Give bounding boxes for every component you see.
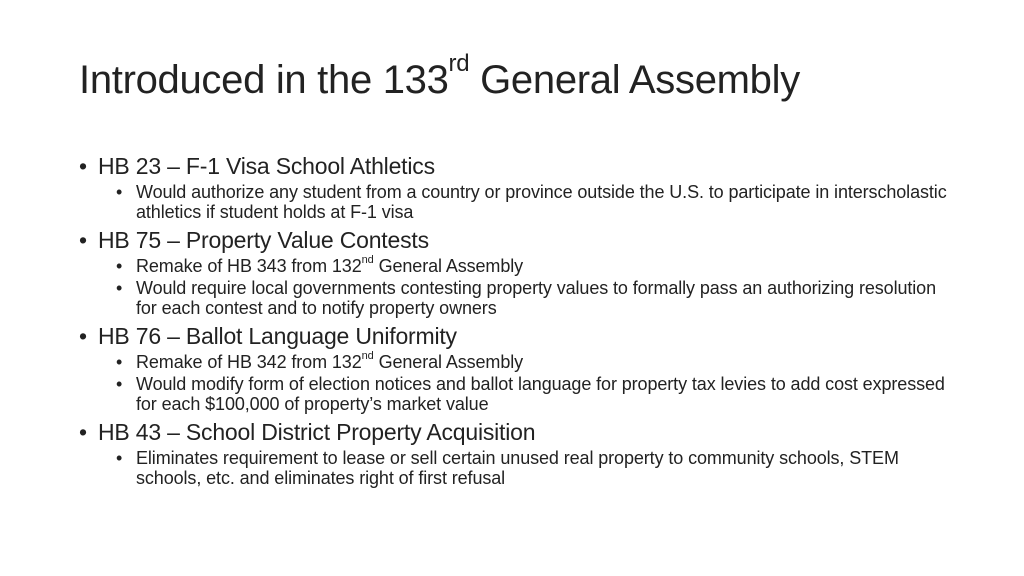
sub-bullet-item [79, 278, 949, 318]
sub-bullet-text: Eliminates requirement to lease or sell certain unused real property to community schools, STEM schools, etc. and eliminates right of first refusal [136, 448, 899, 488]
sub-bullet-item [79, 374, 949, 414]
sub-bullet-text-pre: Remake of HB 342 from 132 [136, 352, 362, 372]
bullet-item-hb43 [79, 418, 949, 446]
sub-bullet-text: Would require local governments contesting property values to formally pass an authorizing resolution for each contest and to notify property owners [136, 278, 936, 318]
sub-bullet-text: Would modify form of election notices and ballot language for property tax levies to add cost expressed for each $100,000 of property’s market value [136, 374, 945, 414]
title-superscript: rd [448, 50, 470, 77]
bullet-icon: • [79, 153, 87, 179]
title-main: Introduced in the 133 [79, 58, 449, 102]
sub-bullet-superscript: nd [361, 254, 374, 266]
sub-bullet-text-post: General Assembly [373, 352, 524, 372]
sub-bullet-item [79, 256, 949, 276]
bullet-icon: • [79, 419, 87, 445]
bullet-icon: • [116, 448, 123, 468]
bullet-item-hb76 [79, 322, 949, 350]
bullet-item-hb23 [79, 152, 949, 180]
sub-bullet-text: Would authorize any student from a country or province outside the U.S. to participate in interscholastic athletics if student holds at F-1 visa [136, 182, 947, 222]
sub-bullet-item [79, 352, 949, 372]
title-rest: General Assembly [469, 58, 800, 102]
sub-bullet-item [79, 448, 949, 488]
bullet-icon: • [116, 374, 123, 394]
bullet-label: HB 75 – Property Value Contests [98, 227, 429, 253]
bullet-icon: • [116, 256, 123, 276]
bullet-item-hb75 [79, 226, 949, 254]
bullet-icon: • [116, 278, 123, 298]
bullet-label: HB 43 – School District Property Acquisition [98, 419, 536, 445]
sub-bullet-item [79, 182, 949, 222]
bullet-list [79, 152, 949, 488]
bullet-icon: • [116, 352, 123, 372]
sub-bullet-text-pre: Remake of HB 343 from 132 [136, 256, 362, 276]
slide-title [79, 50, 800, 103]
bullet-icon: • [79, 323, 87, 349]
bullet-icon: • [79, 227, 87, 253]
bullet-label: HB 23 – F-1 Visa School Athletics [98, 153, 435, 179]
sub-bullet-superscript: nd [361, 350, 374, 362]
sub-bullet-text-post: General Assembly [373, 256, 524, 276]
bullet-icon: • [116, 182, 123, 202]
bullet-label: HB 76 – Ballot Language Uniformity [98, 323, 457, 349]
